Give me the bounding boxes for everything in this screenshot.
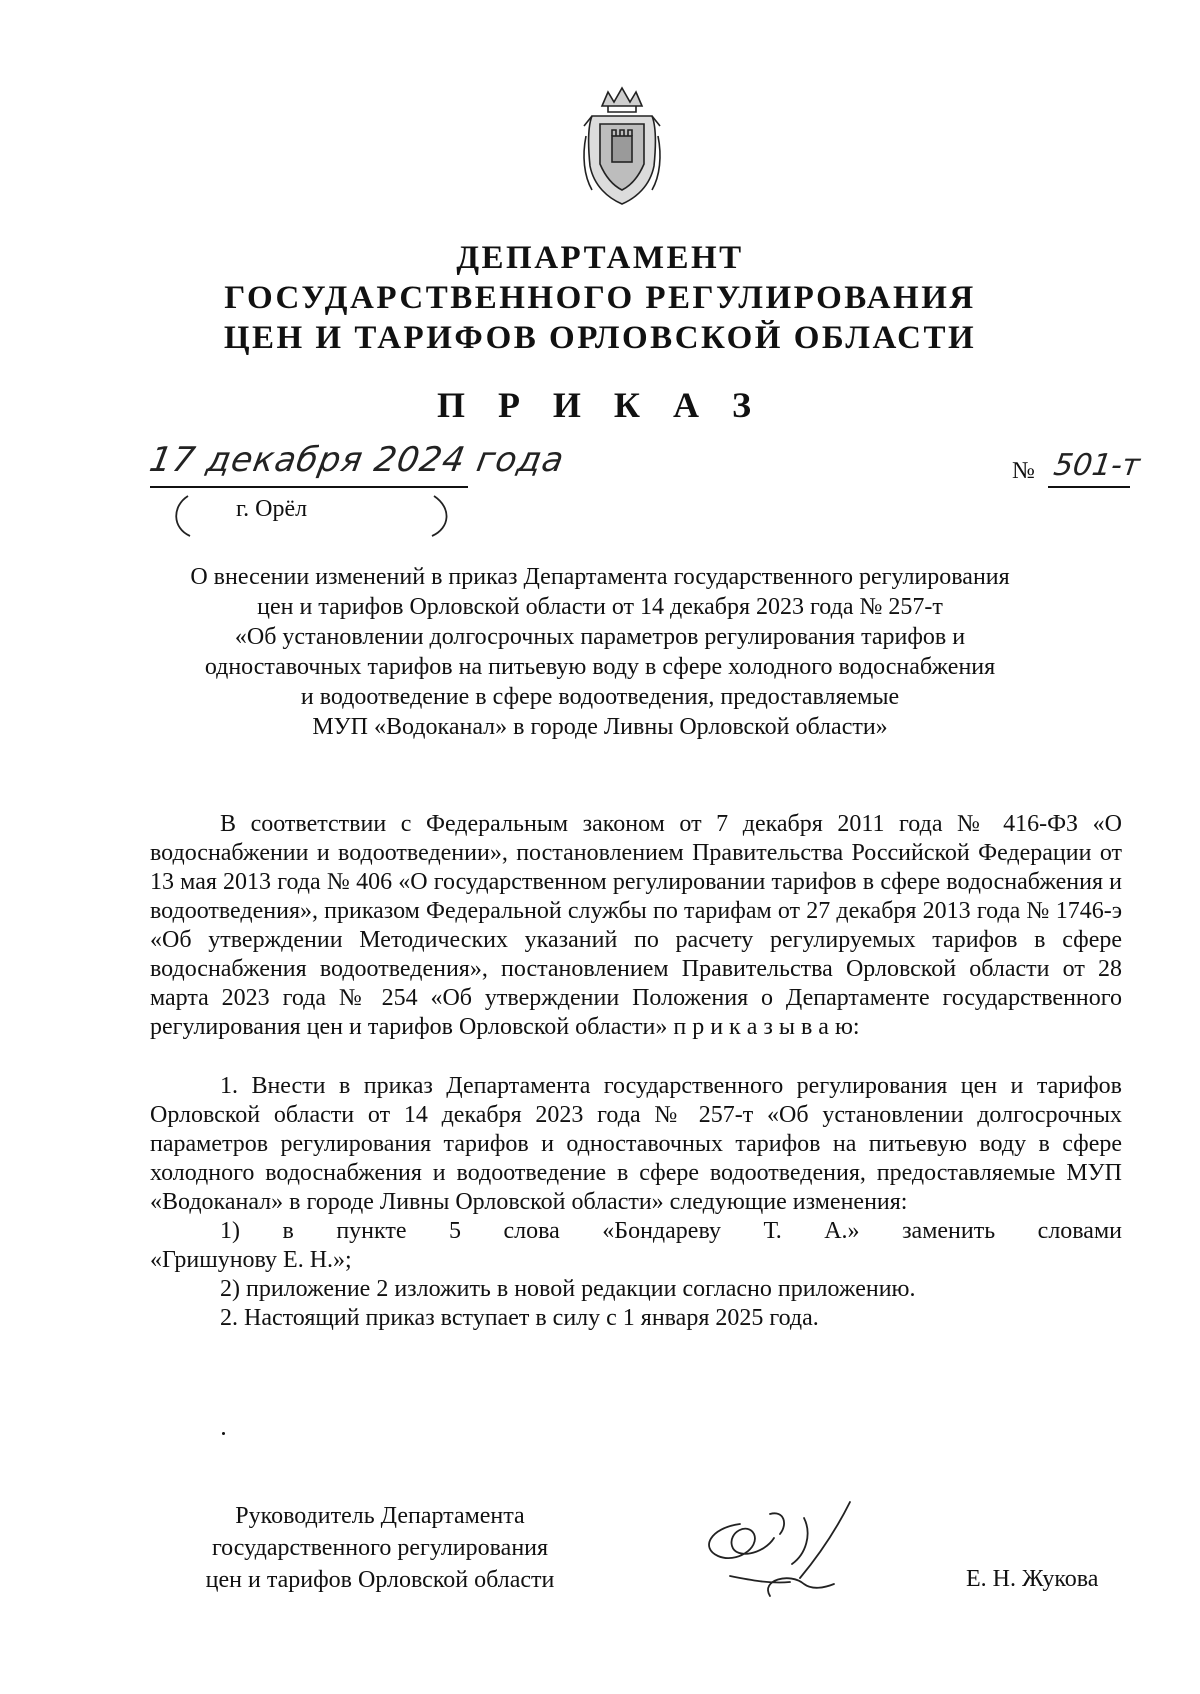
item-2: 2. Настоящий приказ вступает в силу с 1 января 2025 года. — [220, 1305, 819, 1331]
number-underline — [1048, 486, 1130, 488]
org-title-line: ЦЕН И ТАРИФОВ ОРЛОВСКОЙ ОБЛАСТИ — [223, 320, 977, 356]
date-bracket-marks — [172, 494, 472, 540]
item-1-paragraph: 1. Внести в приказ Департамента государственного регулирования цен и тарифов Орловской области от 14 декабря 2023 года № 257-т «Об установлении долгосрочных параметров регулирования тарифов и одноставочных тарифов на питьевую воду в сфере холодного водоснабжения и водоотведение в сфере водоотведения, предоставляемые МУП «Водоканал» в городе Ливны Орловской области» следующие изменения: — [150, 1073, 1122, 1215]
subject-line: О внесении изменений в приказ Департамента государственного регулирования — [190, 564, 1010, 590]
subject-line: цен и тарифов Орловской области от 14 декабря 2023 года № 257-т — [257, 594, 943, 620]
subject-line: и водоотведение в сфере водоотведения, предоставляемые — [300, 684, 900, 710]
city-label: г. Орёл — [236, 496, 308, 522]
preamble-paragraph: В соответствии с Федеральным законом от 7 декабря 2011 года № 416-ФЗ «О водоснабжении и водоотведении», постановлением Правительства Российской Федерации от 13 мая 2013 года № 406 «О государственном регулировании тарифов в сфере водоснабжения и водоотведения», приказом Федеральной службы по тарифам от 27 декабря 2013 года № 1746-э «Об утверждении Методических указаний по расчету регулируемых тарифов в сфере водоснабжения водоотведения», постановлением Правительства Орловской области от 28 марта 2023 года № 254 «Об утверждении Положения о Департаменте государственного регулирования цен и тарифов Орловской области» п р и к а з ы в а ю: — [150, 811, 1122, 1040]
order-number — [1012, 448, 1143, 492]
item-1-1-line-1: 1) в пункте 5 слова «Бондареву Т. А.» заменить словами — [220, 1218, 1122, 1244]
position-line: государственного регулирования — [211, 1535, 549, 1561]
subject-line: одноставочных тарифов на питьевую воду в сфере холодного водоснабжения — [204, 654, 996, 680]
document-type-title: П Р И К А З — [436, 385, 764, 425]
signatory-position — [150, 1500, 610, 1596]
subject-line: МУП «Водоканал» в городе Ливны Орловской области» — [312, 714, 888, 740]
handwritten-signature — [700, 1484, 890, 1604]
date-underline — [150, 486, 468, 488]
item-1-2: 2) приложение 2 изложить в новой редакции согласно приложению. — [220, 1276, 916, 1302]
item-1-1-line-2: «Гришунову Е. Н.»; — [150, 1247, 352, 1273]
organization-title — [150, 238, 1050, 358]
org-title-line: ДЕПАРТАМЕНТ — [456, 240, 744, 276]
order-subject — [140, 562, 1060, 742]
coat-of-arms-emblem — [578, 86, 666, 206]
stray-dot — [222, 1432, 225, 1435]
signatory-name: Е. Н. Жукова — [966, 1566, 1099, 1592]
org-title-line: ГОСУДАРСТВЕННОГО РЕГУЛИРОВАНИЯ — [224, 280, 976, 316]
handwritten-number: 501-т — [1051, 448, 1143, 483]
handwritten-date: 17 декабря 2024 года — [146, 440, 568, 480]
number-sign: № — [1012, 458, 1035, 484]
position-line: цен и тарифов Орловской области — [205, 1567, 555, 1593]
order-body — [150, 810, 1122, 1333]
position-line: Руководитель Департамента — [235, 1503, 525, 1529]
subject-line: «Об установлении долгосрочных параметров регулирования тарифов и — [234, 624, 966, 650]
